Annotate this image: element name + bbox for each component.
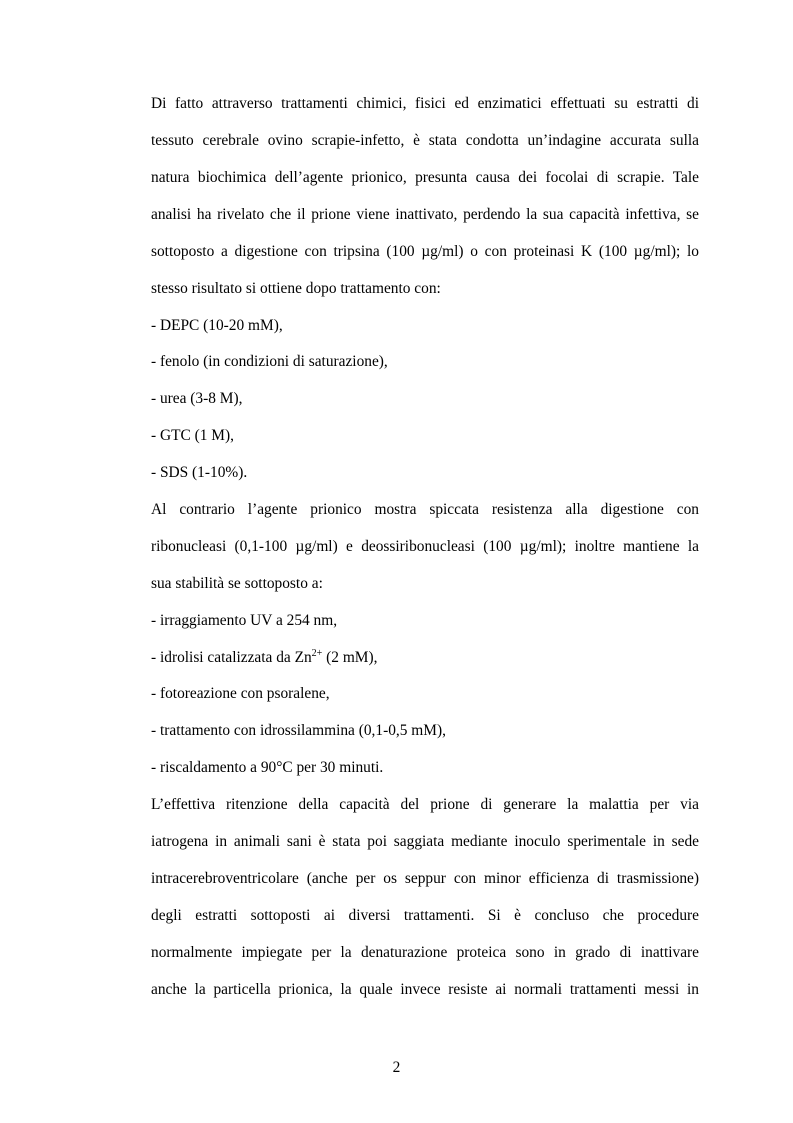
list-1-item-1: - DEPC (10-20 mM), — [151, 317, 283, 334]
list-2-item-3: - fotoreazione con psoralene, — [151, 685, 330, 702]
list-2-item-2 — [151, 648, 699, 668]
paragraph-1-line-6: stesso risultato si ottiene dopo trattamento con: — [151, 280, 441, 297]
list-1-item-2: - fenolo (in condizioni di saturazione), — [151, 353, 388, 370]
paragraph-3-line-5: normalmente impiegate per la denaturazione proteica sono in grado di inattivare — [151, 944, 699, 961]
list-1-item-4: - GTC (1 M), — [151, 427, 234, 444]
list-2-item-2-text: - idrolisi catalizzata da Zn — [151, 649, 312, 666]
paragraph-2-line-1: Al contrario l’agente prionico mostra spiccata resistenza alla digestione con — [151, 501, 699, 518]
list-2-item-1: - irraggiamento UV a 254 nm, — [151, 612, 338, 629]
paragraph-3-line-2: iatrogena in animali sani è stata poi saggiata mediante inoculo sperimentale in sede — [151, 833, 699, 850]
zinc-charge-superscript: 2+ — [311, 648, 323, 659]
paragraph-3-line-1: L’effettiva ritenzione della capacità del prione di generare la malattia per via — [151, 796, 699, 813]
page-number: 2 — [392, 1059, 401, 1076]
paragraph-1-line-1: Di fatto attraverso trattamenti chimici, fisici ed enzimatici effettuati su estratti di — [151, 95, 699, 112]
paragraph-3-line-6: anche la particella prionica, la quale invece resiste ai normali trattamenti messi in — [151, 981, 699, 998]
paragraph-2-line-3: sua stabilità se sottoposto a: — [151, 575, 323, 592]
paragraph-2-line-2: ribonucleasi (0,1-100 µg/ml) e deossiribonucleasi (100 µg/ml); inoltre mantiene la — [151, 538, 699, 555]
list-1-item-3: - urea (3-8 M), — [151, 390, 243, 407]
paragraph-1-line-5: sottoposto a digestione con tripsina (100 µg/ml) o con proteinasi K (100 µg/ml); lo — [151, 243, 699, 260]
list-2-item-2-concentration: (2 mM), — [322, 649, 378, 666]
list-1-item-5: - SDS (1-10%). — [151, 464, 248, 481]
paragraph-3-line-3: intracerebroventricolare (anche per os seppur con minor efficienza di trasmissione) — [151, 870, 699, 887]
paragraph-1-line-3: natura biochimica dell’agente prionico, presunta causa dei focolai di scrapie. Tale — [151, 169, 699, 186]
list-2-item-5: - riscaldamento a 90°C per 30 minuti. — [151, 759, 384, 776]
paragraph-1-line-2: tessuto cerebrale ovino scrapie-infetto, è stata condotta un’indagine accurata sulla — [151, 132, 699, 149]
paragraph-1-line-4: analisi ha rivelato che il prione viene inattivato, perdendo la sua capacità infettiva, se — [151, 206, 699, 223]
paragraph-3-line-4: degli estratti sottoposti ai diversi trattamenti. Si è concluso che procedure — [151, 907, 699, 924]
list-2-item-4: - trattamento con idrossilammina (0,1-0,5 mM), — [151, 722, 446, 739]
